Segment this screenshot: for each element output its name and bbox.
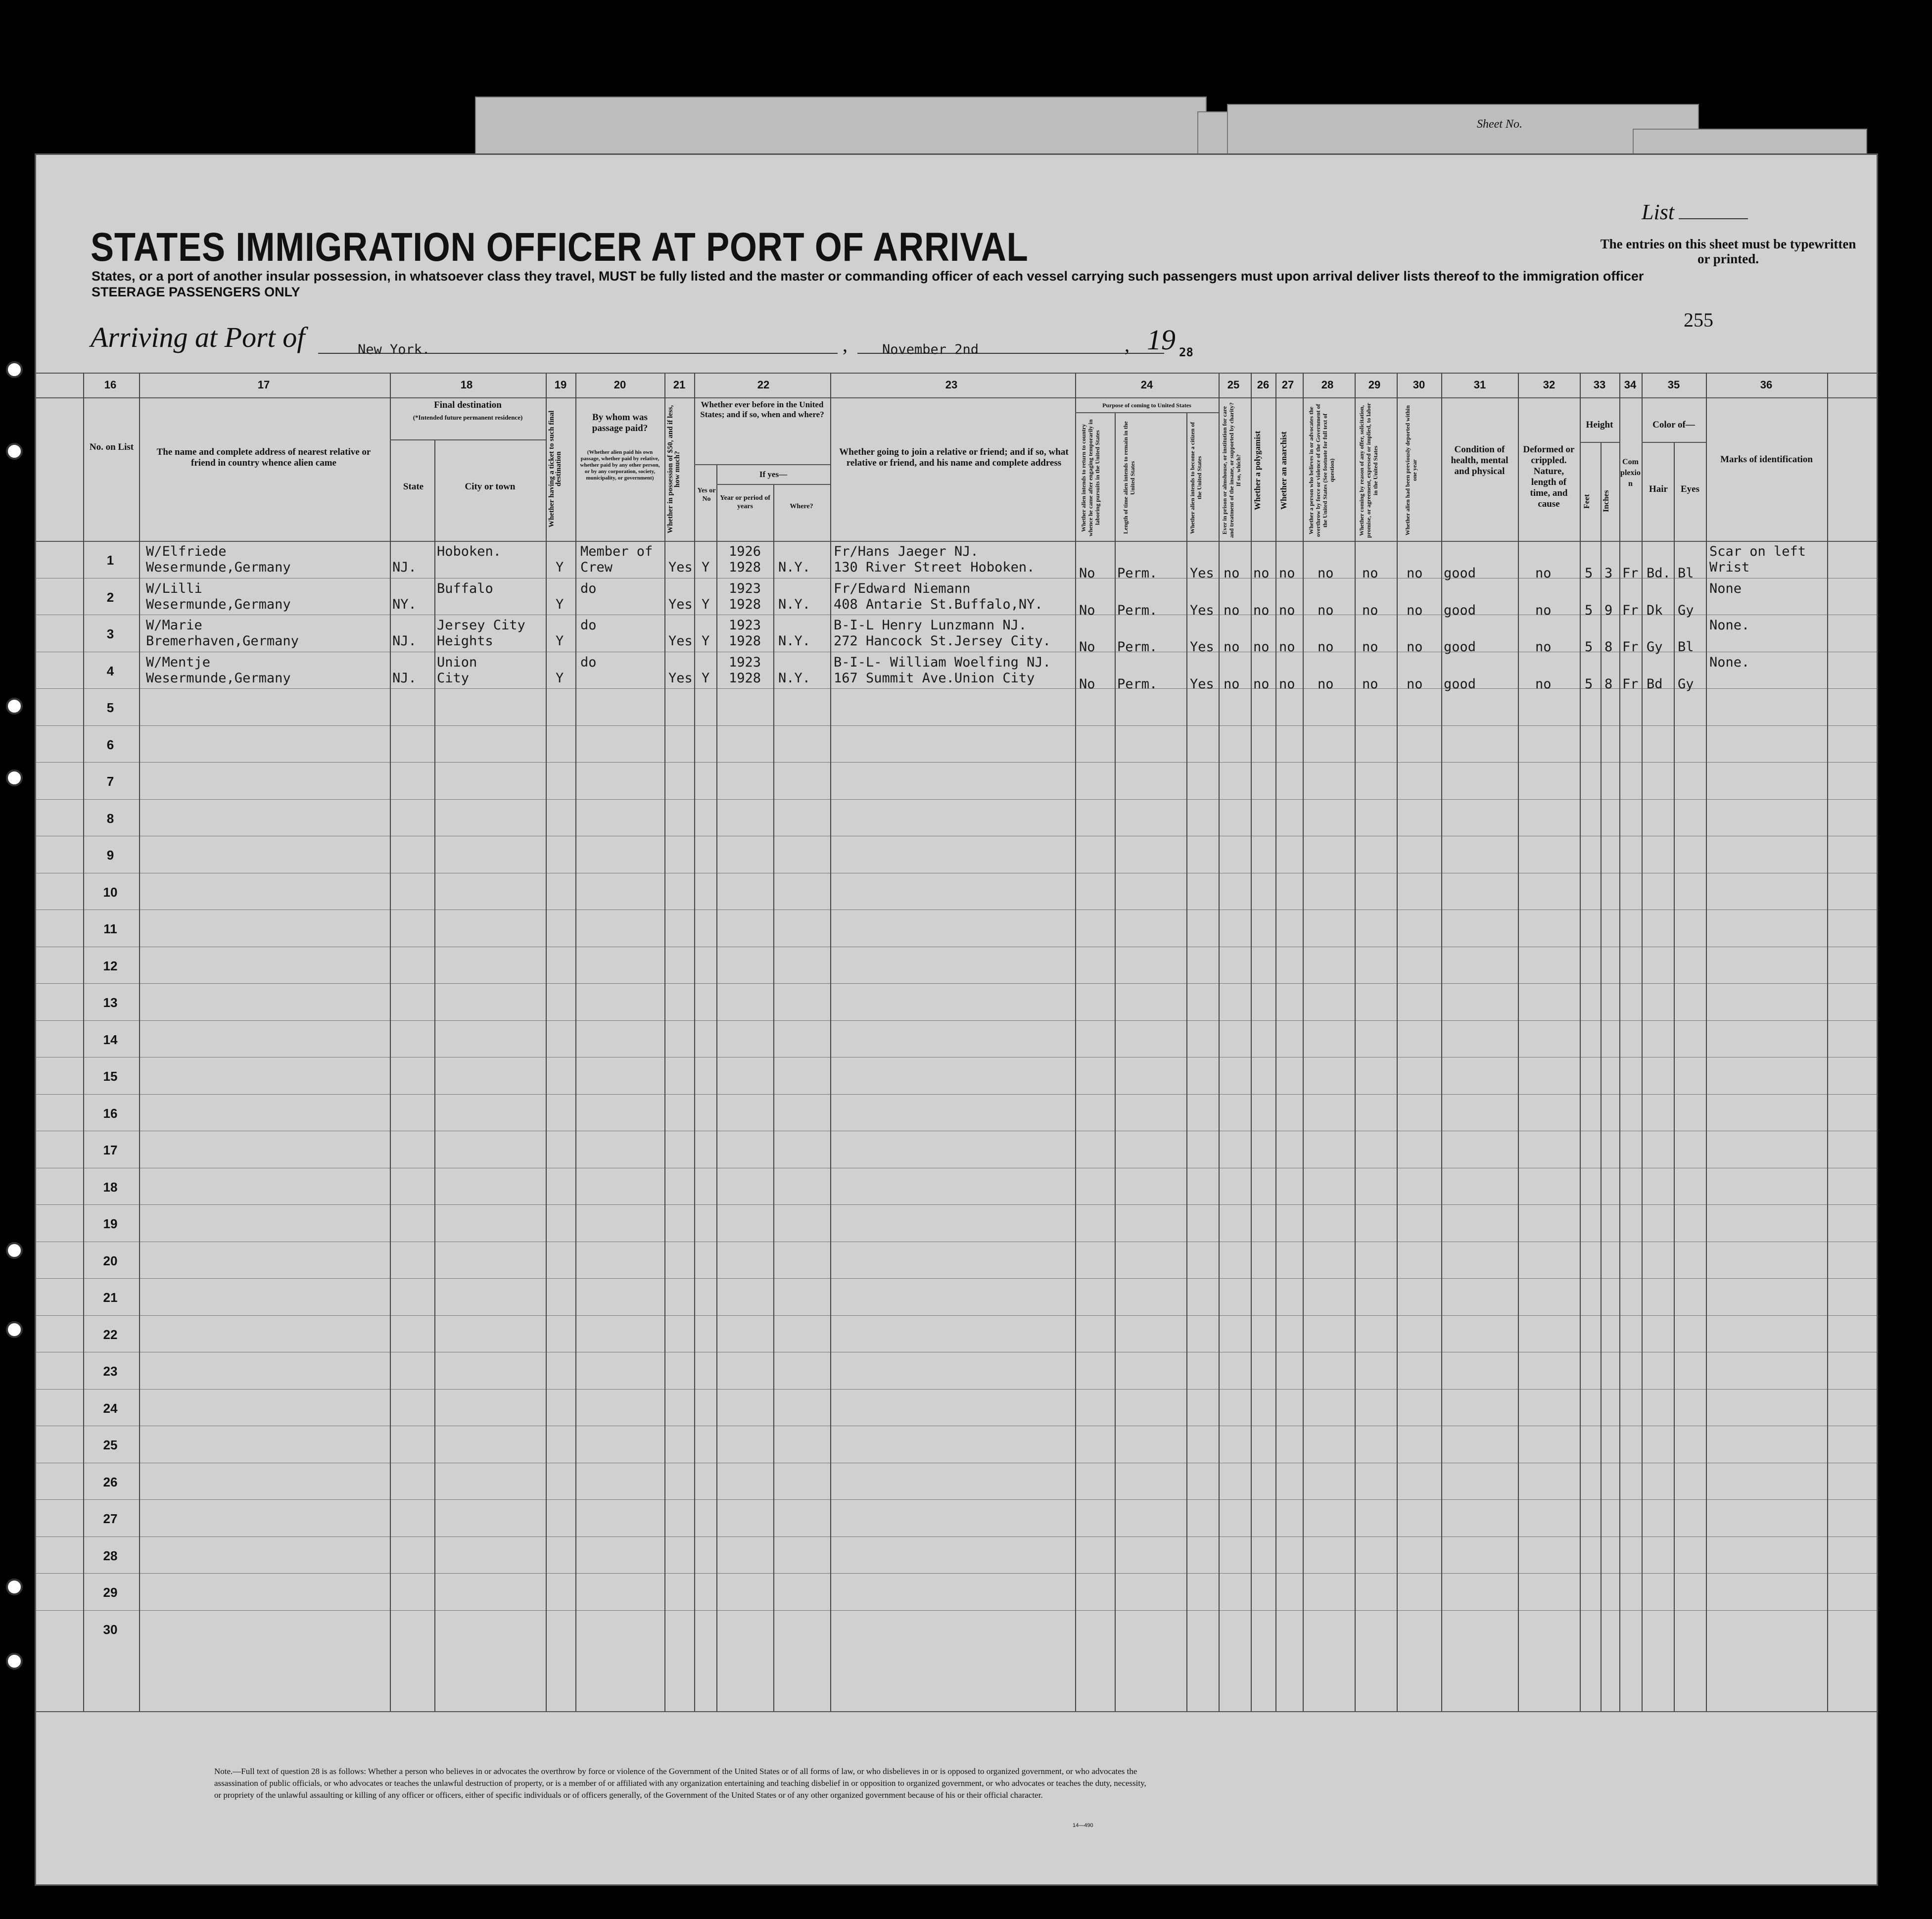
col-rule — [1115, 412, 1116, 1711]
row-number: 10 — [103, 884, 118, 900]
cell-years-2: 1928 — [729, 633, 761, 649]
cell-state: NJ. — [392, 670, 417, 686]
cell-passage-1: Member of — [580, 544, 653, 559]
header-complexion: Complexion — [1620, 458, 1641, 488]
header-joining: Whether going to join a relative or friend; and if so, what relative or friend, and his name and complete address — [839, 447, 1069, 468]
col-rule — [1397, 373, 1398, 1711]
col-rule — [716, 464, 717, 1711]
cell-citizen: Yes — [1190, 566, 1214, 581]
row-number: 25 — [103, 1438, 118, 1452]
cell-passage-1: do — [580, 618, 597, 633]
table-rule — [36, 373, 1877, 374]
col-rule — [1619, 373, 1620, 1711]
header-nearest-relative: The name and complete address of nearest relative or friend in country whence alien came — [156, 447, 371, 468]
cell-complexion: Fr — [1622, 676, 1639, 692]
list-fill-line — [1679, 218, 1748, 219]
cell-hair: Gy — [1647, 639, 1663, 655]
binder-hole — [6, 1579, 23, 1595]
header-purpose-length: Length of time alien intends to remain in the United States — [1122, 421, 1136, 534]
cell-polygamist: no — [1253, 676, 1270, 692]
cell-health: good — [1444, 676, 1476, 692]
cell-where: N.Y. — [778, 596, 811, 612]
row-number: 11 — [103, 921, 117, 936]
cell-marks-1: Scar on left — [1709, 544, 1806, 559]
binder-hole — [6, 1653, 23, 1670]
header-purpose-return: Whether alien intends to return to country whence he came after engaging temporarily in laboring pursuits in the United States — [1080, 419, 1101, 536]
row-number: 26 — [103, 1474, 118, 1489]
column-number: 36 — [1760, 379, 1773, 391]
cell-city-1: Union — [437, 654, 477, 670]
cell-inches: 3 — [1604, 566, 1613, 581]
header-condition: Condition of health, mental and physical — [1451, 444, 1508, 477]
cell-prison: no — [1224, 602, 1240, 618]
steerage-label: STEERAGE PASSENGERS ONLY — [92, 285, 300, 299]
year-prefix: 19 — [1147, 324, 1176, 356]
binder-hole — [6, 1242, 23, 1259]
column-number: 30 — [1413, 379, 1425, 391]
row-number: 19 — [103, 1216, 118, 1231]
cell-prison: no — [1224, 676, 1240, 692]
cell-complexion: Fr — [1622, 602, 1639, 618]
cell-relative-1: W/Elfriede — [146, 544, 227, 559]
col-rule — [1706, 373, 1707, 1711]
cell-c29: no — [1362, 602, 1378, 618]
header-year-period: Year or period of years — [720, 494, 770, 510]
cell-eyes: Gy — [1678, 676, 1694, 692]
cell-years-1: 1923 — [729, 580, 761, 596]
cell-feet: 5 — [1585, 676, 1593, 692]
form-code: 14—490 — [1073, 1823, 1093, 1828]
table-rule — [36, 1711, 1877, 1712]
stamp-number: 255 — [1684, 309, 1713, 331]
cell-c29: no — [1362, 676, 1378, 692]
header-final-destination-note: (*Intended future permanent residence) — [413, 414, 523, 421]
column-number: 26 — [1257, 379, 1270, 391]
cell-relative-1: W/Mentje — [146, 654, 211, 670]
cell-relative-2: Wesermunde,Germany — [146, 670, 291, 686]
cell-years-2: 1928 — [729, 596, 761, 612]
cell-polygamist: no — [1253, 639, 1270, 655]
year-suffix: 28 — [1179, 345, 1193, 359]
row-number: 3 — [106, 626, 114, 641]
cell-eyes: Bl — [1678, 639, 1694, 655]
row-number: 23 — [103, 1364, 118, 1379]
cell-city-1: Hoboken. — [437, 544, 502, 559]
col-rule — [664, 373, 665, 1711]
header-state: State — [403, 481, 424, 492]
cell-anarchist: no — [1279, 676, 1295, 692]
cell-before: Y — [702, 670, 710, 686]
binder-hole — [6, 698, 23, 715]
cell-prison: no — [1224, 639, 1240, 655]
column-number: 24 — [1140, 379, 1153, 391]
cell-polygamist: no — [1253, 602, 1270, 618]
col-rule — [1186, 412, 1187, 1711]
cell-city-2: Heights — [437, 633, 493, 649]
cell-anarchist: no — [1279, 639, 1295, 655]
cell-complexion: Fr — [1622, 639, 1639, 655]
cell-eyes: Gy — [1678, 602, 1694, 618]
cell-ticket: Y — [556, 560, 564, 575]
col-rule — [694, 373, 695, 1711]
binder-hole — [6, 361, 23, 378]
cell-passage-2: Crew — [580, 560, 613, 575]
table-rule — [694, 464, 830, 465]
cell-state: NJ. — [392, 633, 417, 649]
binder-hole — [6, 769, 23, 786]
cell-return: No — [1079, 639, 1095, 655]
col-rule — [1518, 373, 1519, 1711]
cell-feet: 5 — [1585, 602, 1593, 618]
column-number: 17 — [257, 379, 270, 391]
cell-eyes: Bl — [1678, 566, 1694, 581]
cell-marks-1: None — [1709, 580, 1742, 596]
row-number: 5 — [106, 700, 114, 715]
header-deformed: Deformed or crippled. Nature, length of time, and cause — [1523, 444, 1575, 509]
cell-join-2: 272 Hancock St.Jersey City. — [834, 633, 1051, 649]
column-number: 27 — [1281, 379, 1294, 391]
header-before-in-us: Whether ever before in the United States; and if so, when and where? — [700, 400, 824, 419]
row-number: 24 — [103, 1400, 118, 1416]
header-purpose: Purpose of coming to United States — [1102, 402, 1191, 409]
cell-money: Yes — [668, 560, 693, 575]
cell-feet: 5 — [1585, 566, 1593, 581]
cell-join-1: B-I-L Henry Lunzmann NJ. — [834, 618, 1027, 633]
cell-marks-1: None. — [1709, 618, 1750, 633]
cell-c29: no — [1362, 639, 1378, 655]
cell-anarchist: no — [1279, 566, 1295, 581]
typewritten-notice: The entries on this sheet must be typewritten or printed. — [1600, 237, 1856, 266]
cell-feet: 5 — [1585, 639, 1593, 655]
cell-years-1: 1926 — [729, 544, 761, 559]
arrival-port: New York. — [358, 342, 430, 357]
table-rule — [1642, 442, 1706, 443]
col-rule — [546, 373, 547, 1711]
column-number: 18 — [460, 379, 473, 391]
row-number: 28 — [103, 1548, 118, 1563]
cell-money: Yes — [668, 633, 693, 649]
cell-passage-1: do — [580, 580, 597, 596]
header-col29: Whether coming by reason of any offer, solicitation, promise, or agreement, expressed or implied, to labor in the United States — [1358, 403, 1379, 538]
row-number: 6 — [106, 737, 114, 752]
row-number: 21 — [103, 1290, 118, 1305]
column-number: 32 — [1543, 379, 1555, 391]
manifest-table — [36, 373, 1877, 1726]
cell-return: No — [1079, 602, 1095, 618]
comma: , — [843, 334, 848, 356]
col-rule — [83, 373, 84, 1711]
column-number: 28 — [1321, 379, 1334, 391]
footnote-question-28: Note.—Full text of question 28 is as follows: Whether a person who believes in or advocates the overthrow by force or violence of the Government of the United States or of all forms of law, or who disbelieves in or is opposed to organized government, or who advocates the assassination of public officials, or who advocates or teaches the unlawful destruction of property, or is a member of or affiliated with any organization entertaining and teaching disbelief in or opposition to organized government, or who advocates or teaches the duty, necessity, or propriety of the unlawful assaulting or killing of any officer or officers, either of specific individuals or of officers generally, of the Government of the United States or of any other organized government because of his or their official character. — [214, 1767, 1146, 1800]
header-height: Height — [1586, 420, 1613, 430]
row-number: 7 — [106, 774, 114, 789]
cell-c28: no — [1318, 639, 1334, 655]
header-passage-note: (Whether alien paid his own passage, whether paid by relative, whether paid by any other person, or by any corporation, society, municipality, or government) — [580, 449, 660, 481]
column-number: 20 — [613, 379, 626, 391]
cell-city-1: Jersey City — [437, 618, 525, 633]
cell-ticket: Y — [556, 633, 564, 649]
col-rule — [1355, 373, 1356, 1711]
cell-before: Y — [702, 596, 710, 612]
cell-c30: no — [1407, 602, 1423, 618]
header-final-destination: Final destination — [434, 400, 502, 410]
col-rule — [1275, 373, 1276, 1711]
cell-length: Perm. — [1117, 676, 1158, 692]
cell-where: N.Y. — [778, 670, 811, 686]
header-col28: Whether a person who believes in or advocates the overthrow by force or violence of the Government of the United States (See footnote for full text of question) — [1308, 404, 1335, 537]
header-no-on-list: No. on List — [89, 442, 134, 452]
cell-relative-2: Bremerhaven,Germany — [146, 633, 299, 649]
header-prison: Ever in prison or almshouse, or institution for care and treatment of the insane, or supported by charity? If so, which? — [1221, 402, 1242, 538]
cell-citizen: Yes — [1190, 602, 1214, 618]
row-number: 1 — [106, 553, 114, 568]
table-rule — [1075, 412, 1219, 413]
col-rule — [773, 484, 774, 1711]
cell-citizen: Yes — [1190, 676, 1214, 692]
arriving-label: Arriving at Port of — [91, 321, 305, 353]
cell-inches: 8 — [1604, 676, 1613, 692]
column-number: 34 — [1624, 379, 1637, 391]
cell-ticket: Y — [556, 596, 564, 612]
binder-hole — [6, 1321, 23, 1338]
col-rule — [139, 373, 140, 1711]
manifest-page — [35, 153, 1878, 1886]
cell-prison: no — [1224, 566, 1240, 581]
col-rule — [575, 373, 576, 1711]
col-rule — [1441, 373, 1442, 1711]
row-number: 13 — [103, 995, 118, 1010]
cell-c30: no — [1407, 566, 1423, 581]
cell-years-1: 1923 — [729, 618, 761, 633]
cell-return: No — [1079, 566, 1095, 581]
cell-join-2: 408 Antarie St.Buffalo,NY. — [834, 596, 1043, 612]
cell-deformed: no — [1535, 566, 1552, 581]
cell-c29: no — [1362, 566, 1378, 581]
header-city: City or town — [465, 481, 516, 492]
cell-city-2: City — [437, 670, 470, 686]
column-number: 16 — [104, 379, 117, 391]
header-money: Whether in possession of $50, and if less, how much? — [666, 405, 681, 533]
comma: , — [1125, 334, 1130, 356]
row-number: 20 — [103, 1253, 118, 1268]
row-number: 14 — [103, 1032, 118, 1047]
col-rule — [830, 373, 831, 1711]
cell-c28: no — [1318, 566, 1334, 581]
cell-deformed: no — [1535, 602, 1552, 618]
cell-city-1: Buffalo — [437, 580, 493, 596]
column-number: 21 — [673, 379, 686, 391]
cell-return: No — [1079, 676, 1095, 692]
cell-join-1: B-I-L- William Woelfing NJ. — [834, 654, 1051, 670]
sheet-number-label: Sheet No. — [1477, 118, 1522, 131]
header-hair: Hair — [1649, 484, 1668, 494]
column-number: 35 — [1667, 379, 1680, 391]
row-number: 16 — [103, 1105, 118, 1121]
cell-join-2: 167 Summit Ave.Union City — [834, 670, 1035, 686]
cell-length: Perm. — [1117, 639, 1158, 655]
row-number: 30 — [103, 1622, 118, 1637]
cell-join-1: Fr/Hans Jaeger NJ. — [834, 544, 979, 559]
cell-join-1: Fr/Edward Niemann — [834, 580, 971, 596]
cell-c30: no — [1407, 676, 1423, 692]
cell-anarchist: no — [1279, 602, 1295, 618]
header-anarchist: Whether an anarchist — [1279, 431, 1288, 510]
header-yes-no: Yes or No — [697, 487, 716, 503]
page-title: STATES IMMIGRATION OFFICER AT PORT OF ARRIVAL — [91, 225, 1029, 270]
cell-inches: 8 — [1604, 639, 1613, 655]
column-number: 23 — [945, 379, 958, 391]
row-number: 15 — [103, 1069, 118, 1084]
cell-relative-2: Wesermunde,Germany — [146, 596, 291, 612]
table-rule — [1580, 442, 1619, 443]
cell-length: Perm. — [1117, 566, 1158, 581]
cell-health: good — [1444, 639, 1476, 655]
table-rule — [716, 484, 830, 485]
cell-state: NJ. — [392, 560, 417, 575]
col-rule — [1580, 373, 1581, 1711]
row-number: 4 — [106, 663, 114, 678]
cell-hair: Bd. — [1647, 566, 1671, 581]
cell-c28: no — [1318, 676, 1334, 692]
header-col30: Whether alien had been previously deported within one year — [1404, 405, 1418, 535]
cell-deformed: no — [1535, 676, 1552, 692]
header-inches: Inches — [1602, 490, 1610, 513]
cell-length: Perm. — [1117, 602, 1158, 618]
cell-citizen: Yes — [1190, 639, 1214, 655]
column-number: 29 — [1368, 379, 1381, 391]
row-number: 8 — [106, 811, 114, 826]
cell-marks-2: Wrist — [1709, 560, 1750, 575]
cell-before: Y — [702, 560, 710, 575]
cell-money: Yes — [668, 596, 693, 612]
cell-health: good — [1444, 602, 1476, 618]
cell-money: Yes — [668, 670, 693, 686]
cell-ticket: Y — [556, 670, 564, 686]
cell-years-2: 1928 — [729, 670, 761, 686]
cell-polygamist: no — [1253, 566, 1270, 581]
row-number: 12 — [103, 958, 118, 973]
header-ticket: Whether having a ticket to such final destination — [548, 410, 563, 528]
header-if-yes: If yes— — [759, 470, 788, 479]
table-rule — [36, 397, 1877, 398]
cell-deformed: no — [1535, 639, 1552, 655]
col-rule — [1601, 442, 1602, 1711]
header-marks: Marks of identification — [1720, 454, 1813, 465]
cell-years-1: 1923 — [729, 654, 761, 670]
cell-relative-1: W/Marie — [146, 618, 202, 633]
cell-hair: Bd — [1647, 676, 1663, 692]
col-rule — [434, 439, 435, 1711]
arrival-date: November 2nd — [882, 342, 979, 357]
column-number: 25 — [1227, 379, 1240, 391]
cell-join-2: 130 River Street Hoboken. — [834, 560, 1035, 575]
column-number: 33 — [1593, 379, 1606, 391]
cell-c30: no — [1407, 639, 1423, 655]
col-rule — [390, 373, 391, 1711]
row-number: 27 — [103, 1511, 118, 1526]
header-color-of: Color of— — [1652, 420, 1695, 430]
cell-passage-1: do — [580, 654, 597, 670]
binder-hole — [6, 443, 23, 460]
cell-inches: 9 — [1604, 602, 1613, 618]
header-polygamist: Whether a polygamist — [1253, 431, 1262, 510]
cell-c28: no — [1318, 602, 1334, 618]
col-rule — [1827, 373, 1828, 1711]
header-purpose-citizen: Whether alien intends to become a citizen of the United States — [1189, 422, 1203, 534]
row-number: 29 — [103, 1585, 118, 1600]
header-eyes: Eyes — [1681, 484, 1699, 494]
col-rule — [1251, 373, 1252, 1711]
cell-state: NY. — [392, 596, 417, 612]
header-feet: Feet — [1583, 494, 1591, 509]
cell-marks-1: None. — [1709, 654, 1750, 670]
table-rule — [390, 439, 546, 440]
cell-where: N.Y. — [778, 633, 811, 649]
column-number: 22 — [757, 379, 770, 391]
row-number: 9 — [106, 848, 114, 863]
cell-health: good — [1444, 566, 1476, 581]
cell-years-2: 1928 — [729, 560, 761, 575]
col-rule — [1303, 373, 1304, 1711]
col-rule — [1219, 373, 1220, 1711]
header-passage-paid: By whom was passage paid? — [592, 412, 648, 433]
row-number: 2 — [106, 589, 114, 605]
row-number: 17 — [103, 1143, 118, 1157]
cell-hair: Dk — [1647, 602, 1663, 618]
col-rule — [1642, 373, 1643, 1711]
column-number: 19 — [554, 379, 567, 391]
col-rule — [1674, 442, 1675, 1711]
cell-before: Y — [702, 633, 710, 649]
column-number: 31 — [1473, 379, 1486, 391]
col-rule — [1075, 373, 1076, 1711]
cell-complexion: Fr — [1622, 566, 1639, 581]
row-number: 22 — [103, 1327, 118, 1342]
cell-relative-2: Wesermunde,Germany — [146, 560, 291, 575]
header-where: Where? — [790, 503, 813, 510]
list-label: List — [1642, 200, 1675, 224]
row-number: 18 — [103, 1179, 118, 1195]
cell-where: N.Y. — [778, 560, 811, 575]
intro-text: States, or a port of another insular possession, in whatsoever class they travel, MUST be fully listed and the master or commanding officer of each vessel carrying such passengers must upon arrival deliver lists thereof to the immigration officer — [92, 269, 1644, 284]
cell-relative-1: W/Lilli — [146, 580, 202, 596]
